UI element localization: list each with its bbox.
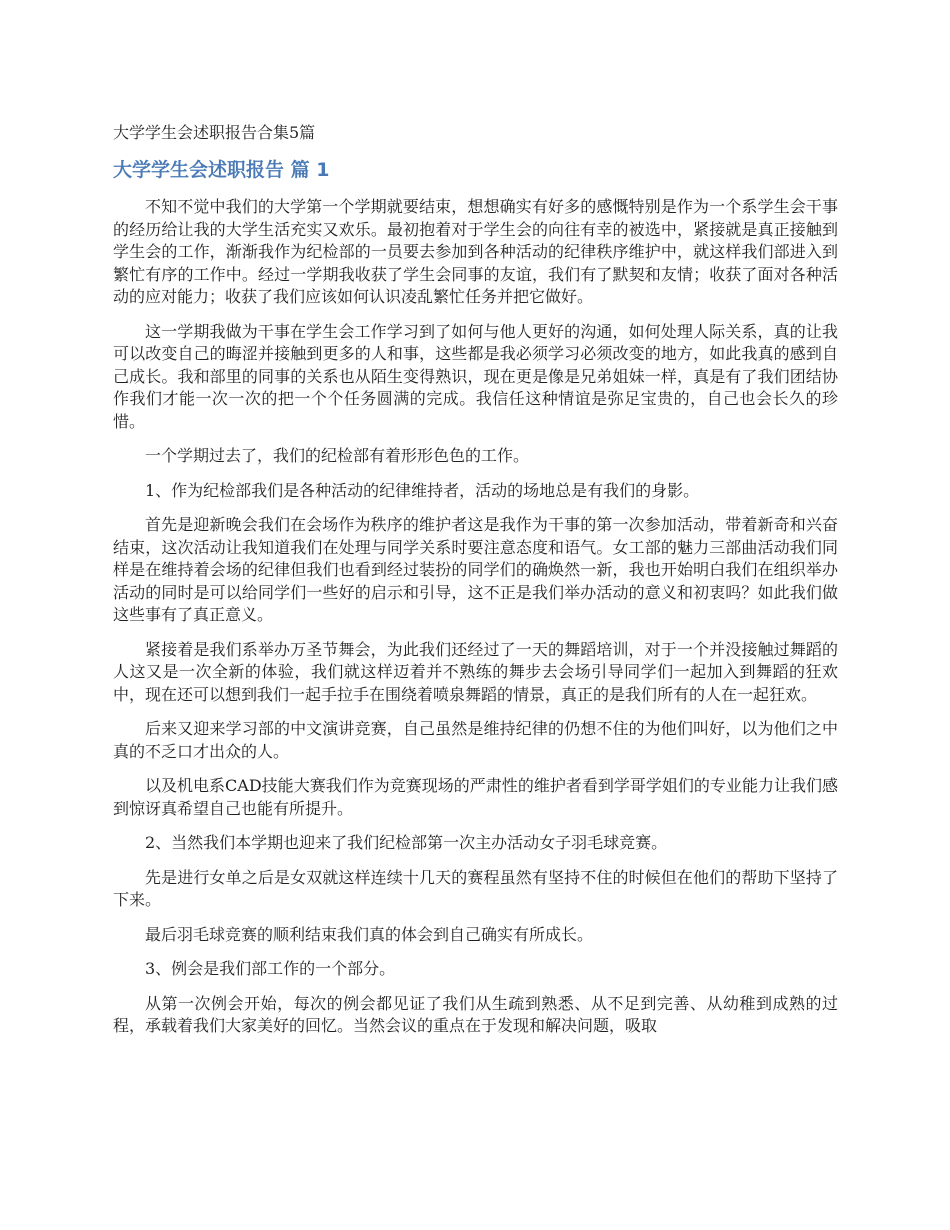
paragraph-9: 2、当然我们本学期也迎来了我们纪检部第一次主办活动女子羽毛球竞赛。	[145, 833, 668, 852]
paragraph-13: 从第一次例会开始，每次的例会都见证了我们从生疏到熟悉、从不足到完善、从幼稚到成熟的过程，承载着我们大家美好的回忆。当然会议的重点在于发现和解决问题，吸取	[113, 993, 838, 1035]
paragraph-6: 紧接着是我们系举办万圣节舞会，为此我们还经过了一天的舞蹈培训，对于一个并没接触过舞蹈的人这又是一次全新的体验，我们就这样迈着并不熟练的舞步去会场引导同学们一起加入到舞蹈的狂欢中，现在还可以想到我们一起手拉手在围绕着喷泉舞蹈的情景，真正的是我们所有的人在一起狂欢。	[113, 639, 838, 704]
paragraph-8: 以及机电系CAD技能大赛我们作为竞赛现场的严肃性的维护者看到学哥学姐们的专业能力让我们感到惊讶真希望自己也能有所提升。	[113, 776, 838, 818]
paragraph-12: 3、例会是我们部工作的一个部分。	[145, 959, 396, 978]
paragraph-4: 1、作为纪检部我们是各种活动的纪律维持者，活动的场地总是有我们的身影。	[145, 480, 700, 500]
document-title: 大学学生会述职报告合集5篇	[113, 123, 316, 142]
section-heading: 大学学生会述职报告 篇 1	[113, 159, 330, 181]
paragraph-1: 不知不觉中我们的大学第一个学期就要结束，想想确实有好多的感慨特别是作为一个系学生会干事的经历给让我的大学生活充实又欢乐。最初抱着对于学生会的向往有幸的被选中，紧接就是真正接触到学生会的工作，渐渐我作为纪检部的一员要去参加到各种活动的纪律秩序维护中，就这样我们部进入到繁忙有序的工作中。经过一学期我收获了学生会同事的友谊，我们有了默契和友情；收获了面对各种活动的应对能力；收获了我们应该如何认识凌乱繁忙任务并把它做好。	[113, 197, 838, 306]
document-body	[113, 120, 838, 1050]
paragraph-2: 这一学期我做为干事在学生会工作学习到了如何与他人更好的沟通，如何处理人际关系，真的让我可以改变自己的晦涩并接触到更多的人和事，这些都是我必须学习必须改变的地方，如此我真的感到自己成长。我和部里的同事的关系也从陌生变得熟识，现在更是像是兄弟姐妹一样，真是有了我们团结协作我们才能一次一次的把一个个任务圆满的完成。我信任这种情谊是弥足宝贵的，自己也会长久的珍惜。	[113, 321, 838, 431]
paragraph-10: 先是进行女单之后是女双就这样连续十几天的赛程虽然有坚持不住的时候但在他们的帮助下坚持了下来。	[113, 867, 838, 909]
paragraph-11: 最后羽毛球竞赛的顺利结束我们真的体会到自己确实有所成长。	[145, 924, 594, 944]
paragraph-3: 一个学期过去了，我们的纪检部有着形形色色的工作。	[145, 446, 530, 465]
paragraph-7: 后来又迎来学习部的中文演讲竞赛，自己虽然是维持纪律的仍想不住的为他们叫好，以为他们之中真的不乏口才出众的人。	[113, 719, 838, 761]
paragraph-5: 首先是迎新晚会我们在会场作为秩序的维护者这是我作为干事的第一次参加活动，带着新奇和兴奋结束，这次活动让我知道我们在处理与同学关系时要注意态度和语气。女工部的魅力三部曲活动我们同样是在维持着会场的纪律但我们也看到经过装扮的同学们的确焕然一新，我也开始明白我们在组织举办活动的同时是可以给同学们一些好的启示和引导，这不正是我们举办活动的意义和初衷吗？如此我们做这些事有了真正意义。	[113, 515, 838, 624]
